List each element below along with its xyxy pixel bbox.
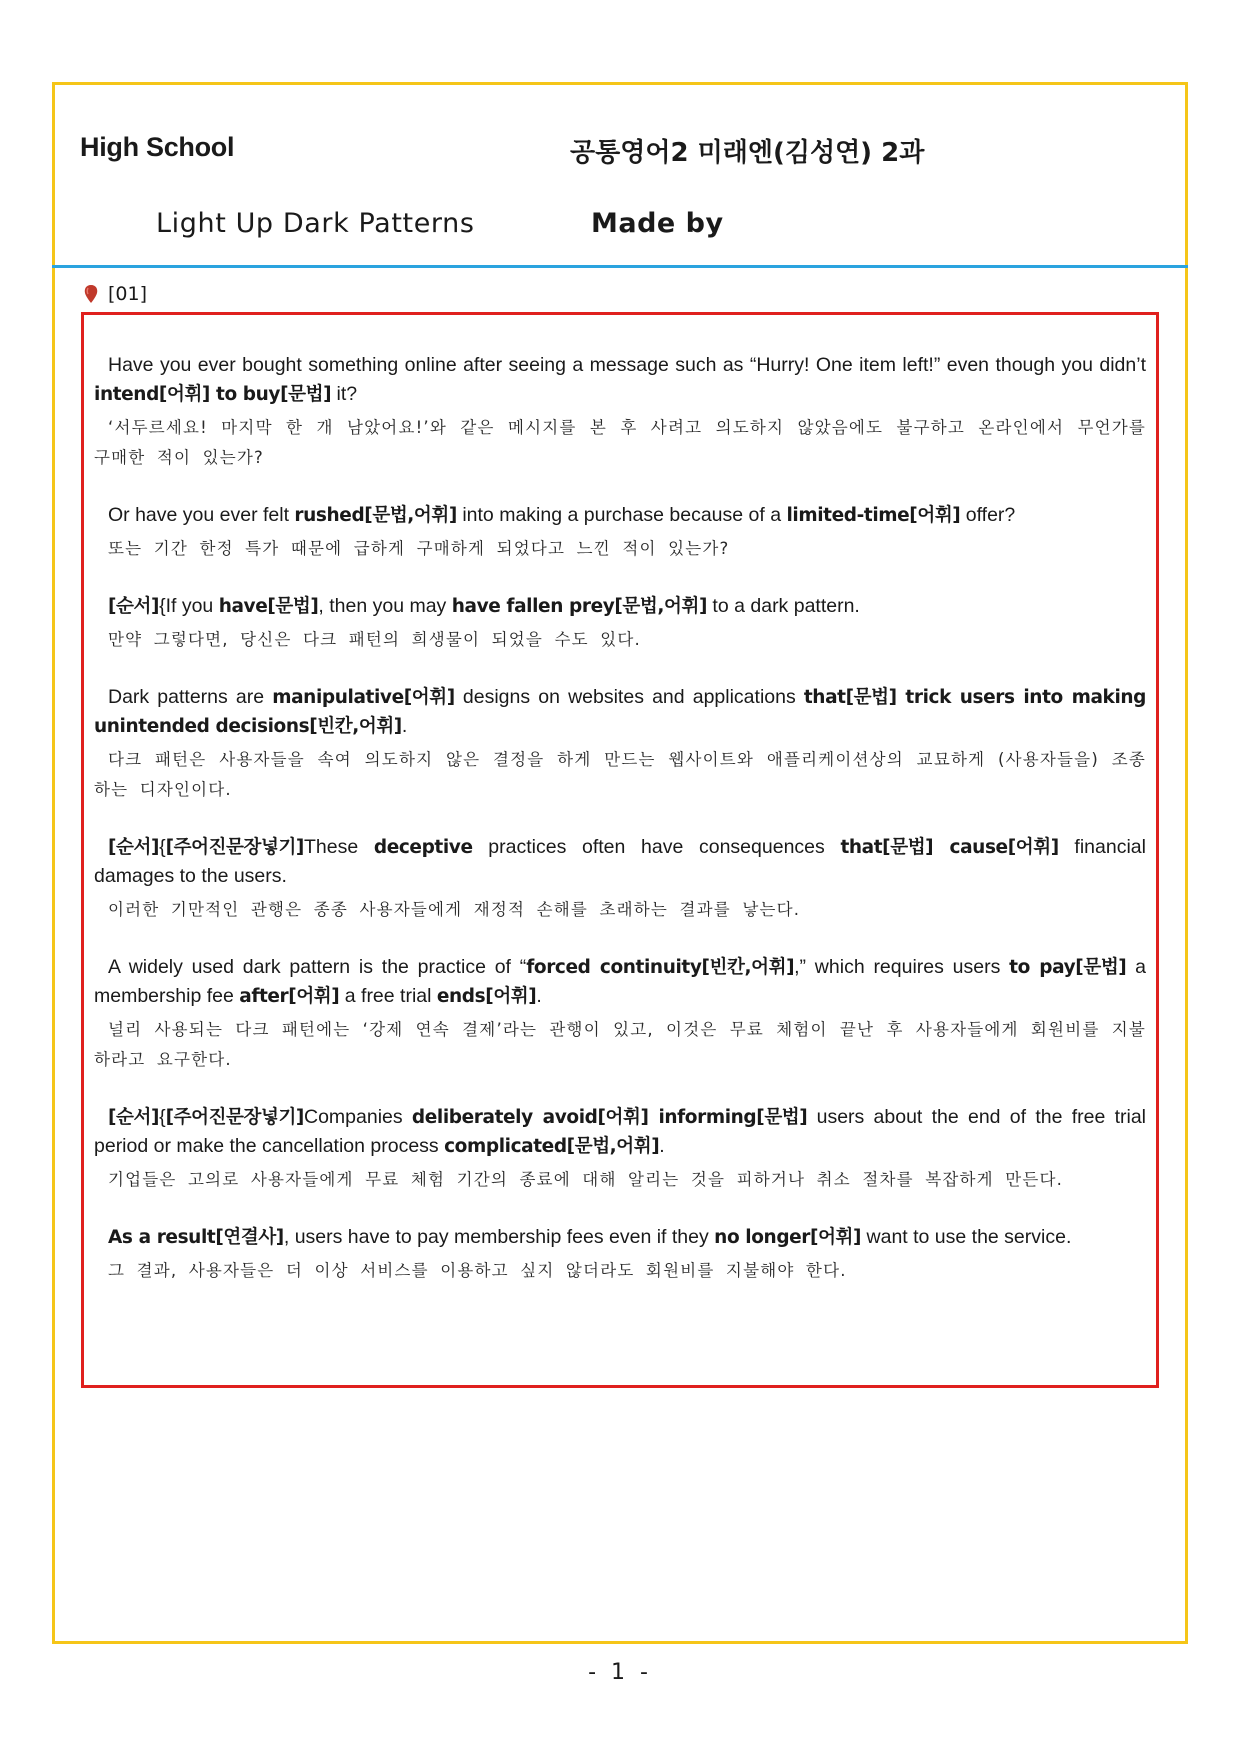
sentence-text: users about the end of the free trial period or make the cancellation process	[94, 1106, 1146, 1157]
sentence-text: into making a purchase because of a	[456, 504, 787, 526]
level-label: High School	[80, 132, 235, 162]
highlighted-term: to pay[문법]	[1009, 957, 1127, 978]
english-sentence	[94, 501, 1146, 530]
korean-translation	[94, 1015, 1146, 1075]
korean-translation	[94, 1165, 1146, 1195]
korean-translation	[94, 895, 1146, 925]
highlighted-term: have fallen prey[문법,어휘]	[451, 596, 708, 617]
sentence-text: offer?	[960, 504, 1016, 526]
sentence-text: {	[159, 836, 166, 858]
translation-text: 만약 그렇다면, 당신은 다크 패턴의 희생물이 되었을 수도 있다.	[108, 630, 641, 649]
highlighted-term: that[문법] cause[어휘]	[840, 837, 1059, 858]
translation-text: 이러한 기만적인 관행은 종종 사용자들에게 재정적 손해를 초래하는 결과를 낳는다.	[108, 900, 801, 919]
english-sentence	[94, 351, 1146, 409]
sentence-text: ,” which requires users	[794, 956, 1010, 978]
english-sentence	[94, 592, 1146, 621]
highlighted-term: [주어진문장넣기]	[165, 837, 304, 858]
highlighted-term: manipulative[어휘]	[272, 687, 455, 708]
highlighted-term: [순서]	[108, 596, 160, 617]
content-box	[81, 312, 1159, 1388]
sentence-pair	[94, 1103, 1146, 1195]
sentence-pair	[94, 683, 1146, 805]
sentence-text: it?	[331, 383, 358, 405]
sentence-pair	[94, 592, 1146, 655]
sentence-text: {If you	[159, 595, 219, 617]
sentence-text: .	[659, 1135, 665, 1157]
translation-text: 널리 사용되는 다크 패턴에는 ‘강제 연속 결제’라는 관행이 있고, 이것은 무료 체험이 끝난 후 사용자들에게 회원비를 지불하라고 요구한다.	[94, 1020, 1146, 1069]
highlighted-term: limited-time[어휘]	[786, 505, 961, 526]
english-sentence	[94, 953, 1146, 1011]
korean-translation	[94, 625, 1146, 655]
sentence-text: These	[304, 836, 374, 858]
sentence-text: want to use the service.	[861, 1226, 1072, 1248]
translation-text: 기업들은 고의로 사용자들에게 무료 체험 기간의 종료에 대해 알리는 것을 피하거나 취소 절차를 복잡하게 만든다.	[108, 1170, 1064, 1189]
sentence-text: {	[159, 1106, 166, 1128]
sentence-pair	[94, 833, 1146, 925]
highlighted-term: rushed[문법,어휘]	[294, 505, 457, 526]
sentence-text: to a dark pattern.	[707, 595, 860, 617]
korean-translation	[94, 534, 1146, 564]
sentence-text: , users have to pay membership fees even if they	[283, 1226, 715, 1248]
sentence-text: a free trial	[339, 985, 437, 1007]
highlighted-term: [순서]	[108, 1107, 160, 1128]
sentence-text: Dark patterns are	[108, 686, 273, 708]
highlighted-term: after[어휘]	[239, 986, 340, 1007]
sentence-text: financial damages to the users.	[94, 836, 1146, 887]
sentence-text: practices often have consequences	[472, 836, 841, 858]
header-divider	[52, 265, 1188, 268]
pin-icon	[84, 285, 98, 303]
highlighted-term: deceptive	[373, 837, 473, 858]
korean-translation	[94, 413, 1146, 473]
highlighted-term: ends[어휘]	[436, 986, 537, 1007]
highlighted-term: [주어진문장넣기]	[165, 1107, 304, 1128]
section-number: [01]	[108, 283, 148, 305]
lesson-title: Light Up Dark Patterns	[156, 208, 475, 239]
sentence-pair	[94, 501, 1146, 564]
english-sentence	[94, 1223, 1146, 1252]
translation-text: ‘서두르세요! 마지막 한 개 남았어요!’와 같은 메시지를 본 후 사려고 의도하지 않았음에도 불구하고 온라인에서 무언가를 구매한 적이 있는가?	[94, 418, 1146, 467]
sentence-text: Or have you ever felt	[108, 504, 295, 526]
translation-text: 또는 기간 한정 특가 때문에 급하게 구매하게 되었다고 느낀 적이 있는가?	[108, 539, 730, 558]
highlighted-term: complicated[문법,어휘]	[444, 1136, 660, 1157]
highlighted-term: intend[어휘] to buy[문법]	[94, 384, 332, 405]
highlighted-term: forced continuity[빈칸,어휘]	[526, 957, 795, 978]
sentence-pair	[94, 351, 1146, 473]
sentence-text: , then you may	[318, 595, 452, 617]
translation-text: 다크 패턴은 사용자들을 속여 의도하지 않은 결정을 하게 만드는 웹사이트와 애플리케이션상의 교묘하게 (사용자들을) 조종하는 디자인이다.	[94, 750, 1146, 799]
english-sentence	[94, 683, 1146, 741]
made-by-label: Made by	[591, 208, 724, 239]
section-label	[84, 283, 147, 305]
textbook-title: 공통영어2 미래엔(김성연) 2과	[570, 138, 925, 168]
page-number: - 1 -	[588, 1660, 652, 1685]
sentence-pair	[94, 1223, 1146, 1286]
sentence-text: Companies	[304, 1106, 412, 1128]
translation-text: 그 결과, 사용자들은 더 이상 서비스를 이용하고 싶지 않더라도 회원비를 지불해야 한다.	[108, 1261, 847, 1280]
highlighted-term: deliberately avoid[어휘] informing[문법]	[411, 1107, 808, 1128]
highlighted-term: have[문법]	[218, 596, 319, 617]
sentence-text: A widely used dark pattern is the practice of “	[108, 956, 527, 978]
sentence-text: .	[536, 985, 542, 1007]
english-sentence	[94, 1103, 1146, 1161]
english-sentence	[94, 833, 1146, 891]
sentence-text: designs on websites and applications	[454, 686, 804, 708]
sentence-text: a membership fee	[94, 956, 1146, 1007]
korean-translation	[94, 1256, 1146, 1286]
highlighted-term: [순서]	[108, 837, 160, 858]
korean-translation	[94, 745, 1146, 805]
sentence-text: Have you ever bought something online after seeing a message such as “Hurry! One item left!” even though you didn’t	[108, 354, 1146, 376]
highlighted-term: that[문법] trick users into making unintended decisions[빈칸,어휘]	[94, 687, 1146, 737]
highlighted-term: no longer[어휘]	[714, 1227, 862, 1248]
sentence-pair	[94, 953, 1146, 1075]
sentence-text: .	[401, 715, 408, 737]
highlighted-term: As a result[연결사]	[108, 1227, 284, 1248]
